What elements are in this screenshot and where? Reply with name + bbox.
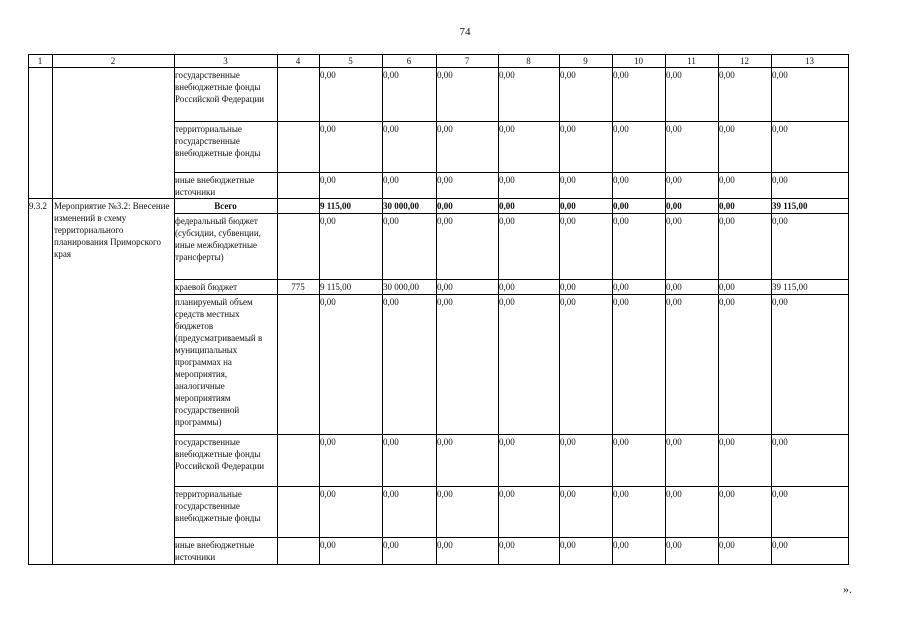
body-column-divider [848, 67, 849, 565]
value-cell: 0,00 [772, 216, 788, 226]
header-column-8: 8 [526, 56, 531, 66]
value-cell: 0,00 [560, 124, 576, 134]
value-cell: 0,00 [437, 437, 453, 447]
value-cell: 0,00 [719, 437, 735, 447]
value-cell: 0,00 [666, 489, 682, 499]
value-cell: 0,00 [560, 175, 576, 185]
header-column-5: 5 [348, 56, 353, 66]
value-cell: 0,00 [719, 282, 735, 292]
value-cell: 0,00 [666, 70, 682, 80]
header-column-1: 1 [37, 56, 43, 66]
value-cell: 0,00 [613, 282, 629, 292]
value-cell: 0,00 [437, 282, 453, 292]
funding-source: территориальные государственные внебюджетные фонды [175, 124, 261, 158]
value-cell: 0,00 [383, 540, 399, 550]
value-cell: 0,00 [560, 216, 576, 226]
header-column-12: 12 [740, 56, 749, 66]
header-column-9: 9 [583, 56, 588, 66]
value-cell: 0,00 [666, 297, 682, 307]
value-cell: 0,00 [437, 201, 453, 211]
value-cell: 0,00 [772, 124, 788, 134]
header-bottom-border [28, 67, 849, 68]
row-border [174, 213, 849, 214]
header-column-3: 3 [223, 56, 228, 66]
funding-source: иные внебюджетные источники [175, 540, 255, 562]
value-cell: 0,00 [320, 124, 336, 134]
value-cell: 0,00 [613, 540, 629, 550]
value-cell: 0,00 [666, 540, 682, 550]
value-cell: 0,00 [560, 489, 576, 499]
value-cell: 0,00 [437, 216, 453, 226]
value-cell: 39 115,00 [772, 201, 808, 211]
value-cell: 0,00 [719, 489, 735, 499]
header-column-divider [848, 54, 849, 67]
value-cell: 0,00 [499, 124, 515, 134]
value-cell: 0,00 [437, 489, 453, 499]
value-cell: 0,00 [383, 437, 399, 447]
funding-source: краевой бюджет [175, 282, 238, 292]
value-cell: 0,00 [772, 437, 788, 447]
value-cell: 0,00 [666, 124, 682, 134]
body-column-divider [52, 67, 53, 564]
value-cell: 39 115,00 [772, 282, 808, 292]
funding-source: государственные внебюджетные фонды Российской Федерации [175, 70, 265, 104]
value-cell: 0,00 [666, 282, 682, 292]
value-cell: 0,00 [772, 489, 788, 499]
value-cell: 0,00 [383, 489, 399, 499]
header-column-6: 6 [406, 56, 412, 66]
value-cell: 0,00 [383, 70, 399, 80]
value-cell: 0,00 [613, 201, 629, 211]
header-column-10: 10 [634, 56, 643, 66]
header-column-13: 13 [805, 56, 814, 66]
value-cell: 0,00 [613, 297, 629, 307]
value-cell: 0,00 [437, 70, 453, 80]
value-cell: 0,00 [560, 437, 576, 447]
value-cell: 0,00 [320, 70, 336, 80]
value-cell: 0,00 [719, 175, 735, 185]
code-cell: 775 [291, 282, 305, 292]
value-cell: 0,00 [499, 489, 515, 499]
row-border [174, 537, 849, 538]
funding-source: территориальные государственные внебюджетные фонды [175, 489, 261, 523]
value-cell: 0,00 [437, 297, 453, 307]
value-cell: 0,00 [613, 70, 629, 80]
funding-source: иные внебюджетные источники [175, 175, 255, 197]
value-cell: 0,00 [499, 297, 515, 307]
funding-source: государственные внебюджетные фонды Российской Федерации [175, 437, 265, 471]
closing-quote-mark: ». [843, 582, 852, 596]
value-cell: 0,00 [719, 201, 735, 211]
value-cell: 0,00 [613, 124, 629, 134]
value-cell: 0,00 [499, 216, 515, 226]
value-cell: 0,00 [320, 540, 336, 550]
value-cell: 0,00 [560, 282, 576, 292]
funding-source: планируемый объем средств местных бюджетов (предусматриваемый в муниципальных программах на мероприятия, аналогичные мероприятиям государственной программы) [175, 297, 263, 427]
value-cell: 30 000,00 [383, 282, 419, 292]
value-cell: 0,00 [666, 201, 682, 211]
body-column-divider [277, 67, 278, 565]
budget-table [28, 54, 848, 564]
row-border [174, 121, 849, 122]
value-cell: 0,00 [499, 175, 515, 185]
value-cell: 9 115,00 [320, 282, 352, 292]
header-column-4: 4 [295, 56, 301, 66]
value-cell: 0,00 [772, 70, 788, 80]
value-cell: 0,00 [719, 216, 735, 226]
value-cell: 0,00 [666, 216, 682, 226]
value-cell: 0,00 [666, 175, 682, 185]
value-cell: 0,00 [320, 489, 336, 499]
row-border [28, 564, 849, 565]
value-cell: 0,00 [666, 437, 682, 447]
row-border [174, 172, 849, 173]
page-number: 74 [459, 26, 471, 38]
value-cell: 0,00 [772, 297, 788, 307]
value-cell: 0,00 [499, 282, 515, 292]
value-cell: 0,00 [560, 297, 576, 307]
row-border [174, 434, 849, 435]
value-cell: 0,00 [499, 201, 515, 211]
value-cell: 0,00 [437, 124, 453, 134]
value-cell: 0,00 [613, 175, 629, 185]
value-cell: 0,00 [560, 70, 576, 80]
value-cell: 0,00 [499, 540, 515, 550]
value-cell: 0,00 [772, 540, 788, 550]
value-cell: 0,00 [499, 437, 515, 447]
value-cell: 0,00 [772, 175, 788, 185]
value-cell: 0,00 [719, 540, 735, 550]
row-border [28, 198, 849, 199]
value-cell: 0,00 [383, 297, 399, 307]
value-cell: 0,00 [719, 297, 735, 307]
value-cell: 0,00 [560, 201, 576, 211]
body-column-divider [28, 67, 29, 564]
value-cell: 0,00 [560, 540, 576, 550]
value-cell: 0,00 [320, 175, 336, 185]
value-cell: 0,00 [719, 70, 735, 80]
value-cell: 0,00 [320, 216, 336, 226]
value-cell: 0,00 [719, 124, 735, 134]
value-cell: 0,00 [320, 297, 336, 307]
funding-source: Всего [214, 201, 237, 211]
row-border [174, 279, 849, 280]
value-cell: 0,00 [437, 175, 453, 185]
row-number: 9.3.2 [29, 201, 47, 211]
value-cell: 9 115,00 [320, 201, 352, 211]
value-cell: 0,00 [437, 540, 453, 550]
value-cell: 0,00 [383, 124, 399, 134]
value-cell: 0,00 [383, 216, 399, 226]
value-cell: 0,00 [383, 175, 399, 185]
row-border [174, 294, 849, 295]
value-cell: 0,00 [613, 437, 629, 447]
value-cell: 0,00 [499, 70, 515, 80]
value-cell: 0,00 [613, 216, 629, 226]
funding-source: федеральный бюджет (субсидии, субвенции, иные межбюджетные трансферты) [175, 216, 261, 262]
header-column-11: 11 [687, 56, 696, 66]
value-cell: 0,00 [613, 489, 629, 499]
value-cell: 30 000,00 [383, 201, 419, 211]
value-cell: 0,00 [320, 437, 336, 447]
header-column-2: 2 [110, 56, 116, 66]
row-border [174, 486, 849, 487]
header-column-7: 7 [464, 56, 470, 66]
activity-name: Мероприятие №3.2: Внесение изменений в схему территориального планирования Приморского края [54, 201, 170, 259]
